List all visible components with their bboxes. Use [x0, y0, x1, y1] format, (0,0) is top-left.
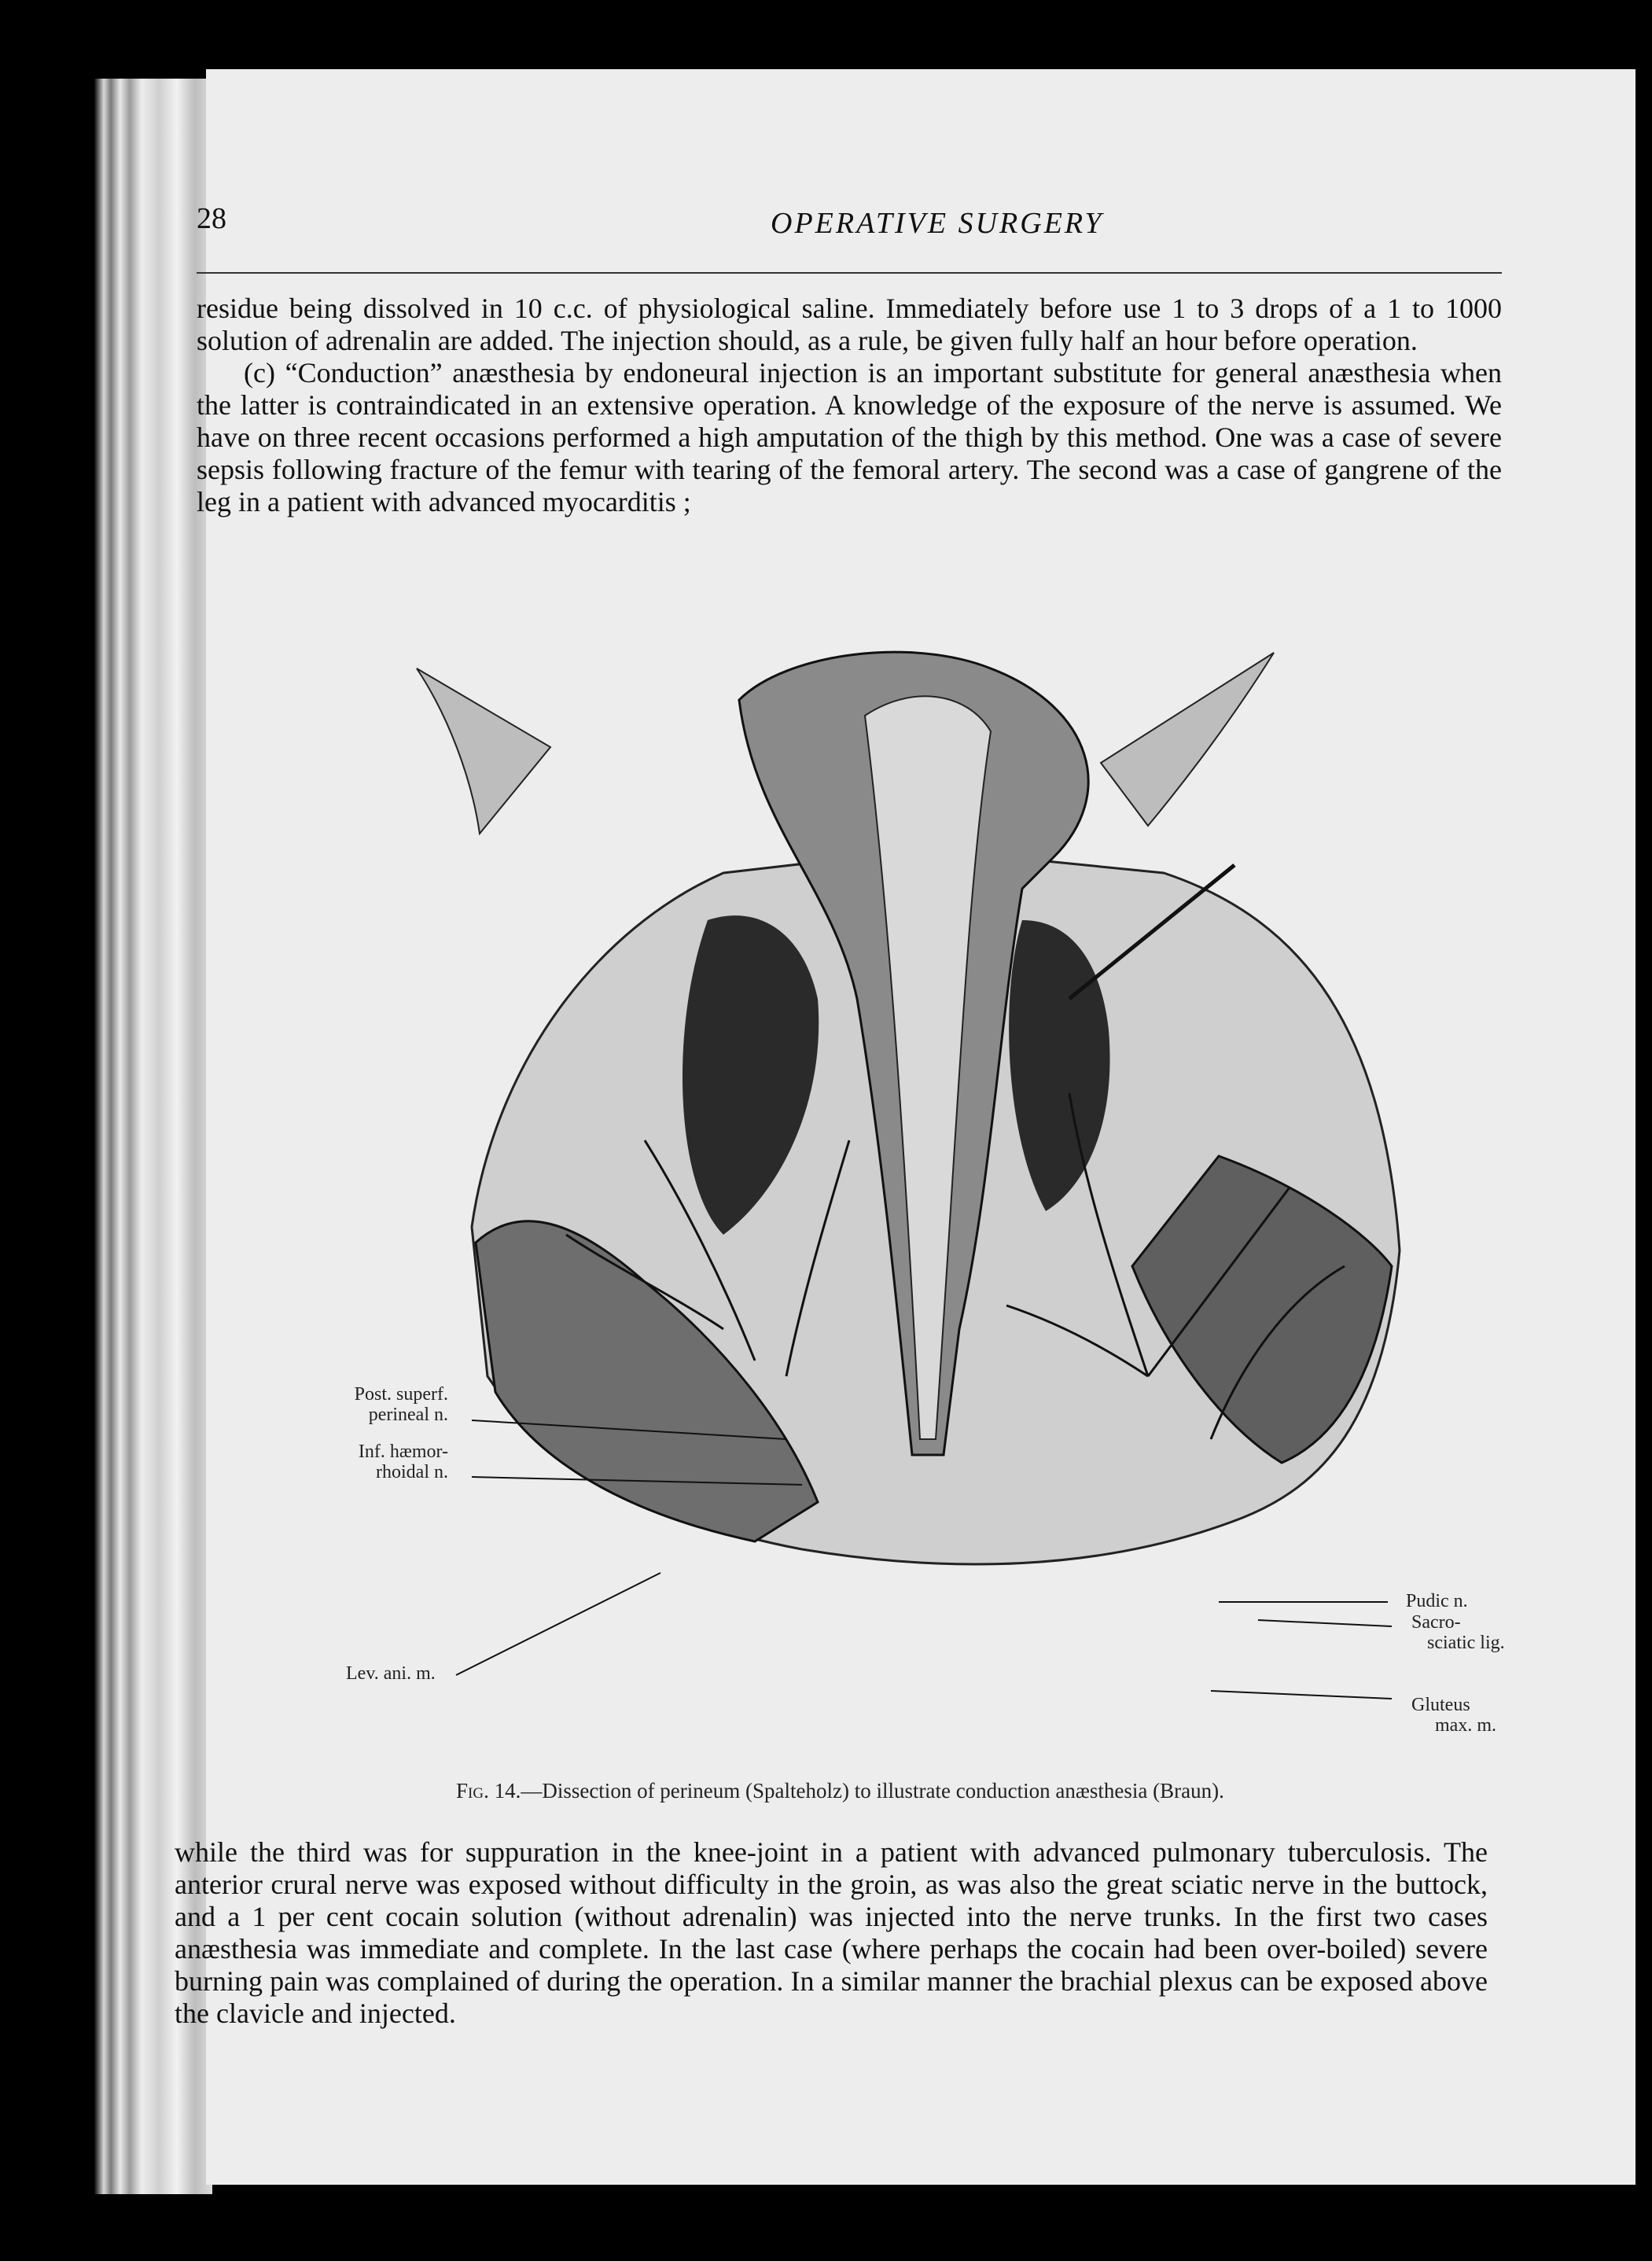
upper-right-flap: [1101, 653, 1274, 826]
label-lev-ani: Lev. ani. m.: [346, 1663, 436, 1684]
perineum-dissection-illustration: [315, 590, 1573, 1769]
running-head: [197, 138, 1502, 240]
running-title: OPERATIVE SURGERY: [771, 207, 1104, 240]
upper-left-flap: [417, 668, 550, 834]
dissection-figure: [315, 590, 1573, 1769]
header-rule: [197, 272, 1502, 274]
page-number: 28: [197, 202, 226, 235]
label-sacro-sciatic: Sacro- sciatic lig.: [1411, 1612, 1505, 1653]
figure-caption-text: —Dissection of perineum (Spalteholz) to illustrate conduction anæsthesia (Braun).: [521, 1779, 1224, 1803]
body-text-top: [197, 293, 1502, 518]
label-gluteus-max: Gluteus max. m.: [1411, 1695, 1496, 1736]
paragraph-residue: residue being dissolved in 10 c.c. of physiological saline. Immediately before use 1 to 3 drops of a 1 to 1000 solution of adrenalin are added. The injection should, as a rule, be given fully half an hour before operation.: [197, 293, 1502, 356]
figure-number: Fig. 14.: [456, 1779, 521, 1803]
label-inf-haemorrhoidal: Inf. hæmor- rhoidal n.: [358, 1442, 448, 1482]
body-text-bottom: while the third was for suppuration in the knee-joint in a patient with advanced pulmonary tuberculosis. The anterior crural nerve was exposed without difficulty in the groin, as was also the great sciatic nerve in the buttock, and a 1 per cent cocain solution (without adrenalin) was injected into the nerve trunks. In the first two cases anæsthesia was immediate and complete. In the last case (where perhaps the cocain had been over-boiled) severe burning pain was complained of during the operation. In a similar manner the brachial plexus can be exposed above the clavicle and injected.: [175, 1836, 1488, 2029]
figure-caption: [456, 1779, 1224, 1803]
label-post-superf-perineal: Post. superf. perineal n.: [354, 1384, 448, 1425]
label-pudic-nerve: Pudic n.: [1406, 1591, 1468, 1611]
paragraph-conduction: (c) “Conduction” anæsthesia by endoneural injection is an important substitute for general anæsthesia when the latter is contraindicated in an extensive operation. A knowledge of the exposure of the nerve is assumed. We have on three recent occasions performed a high amputation of the thigh by this method. One was a case of severe sepsis following fracture of the femur with tearing of the femoral artery. The second was a case of gangrene of the leg in a patient with advanced myocarditis ;: [197, 357, 1502, 517]
